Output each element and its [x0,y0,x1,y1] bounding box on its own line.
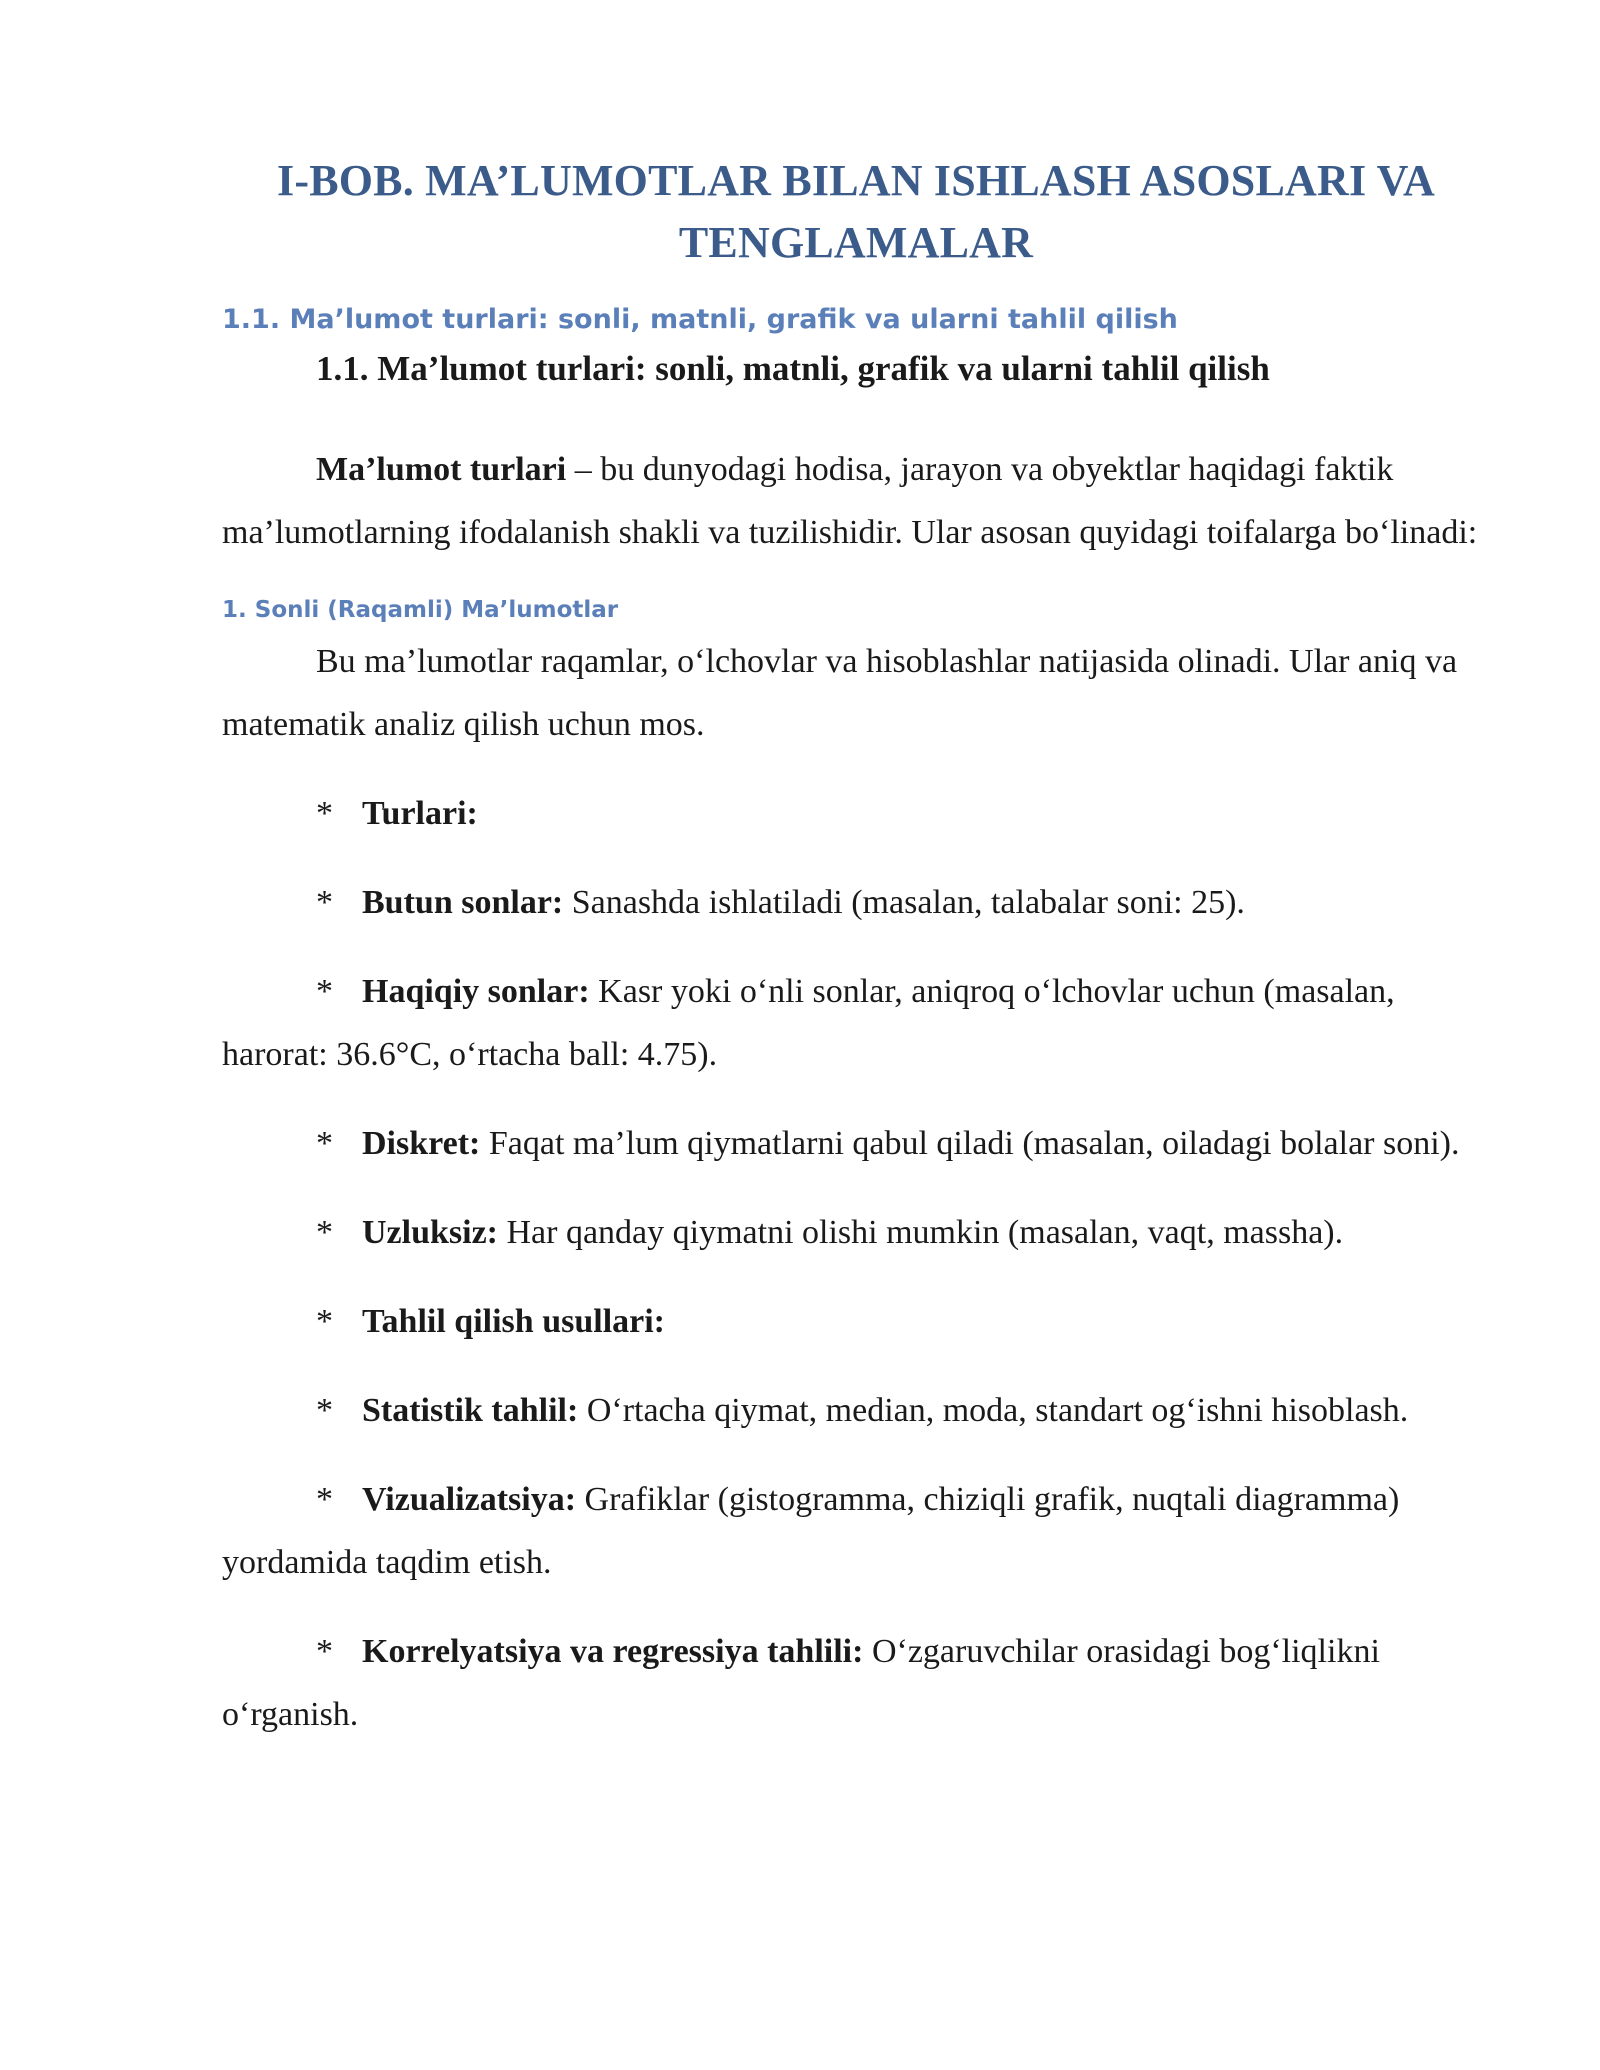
list-item [222,871,1490,934]
bullet-marker: * [316,973,333,1010]
list-item-term: Korrelyatsiya va regressiya tahlili: [362,1633,864,1670]
subsection-paragraph: Bu ma’lumotlar raqamlar, o‘lchovlar va hisoblashlar natijasida olinadi. Ular aniq va matematik analiz qilish uchun mos. [222,643,1458,743]
subsection-heading: 1. Sonli (Raqamli) Ma’lumotlar [222,597,619,623]
list-item-text: Faqat ma’lum qiymatlarni qabul qiladi (masalan, oiladagi bolalar soni). [480,1125,1460,1162]
chapter-title [222,150,1490,274]
intro-text: – bu dunyodagi hodisa, jarayon va obyektlar haqidagi faktik ma’lumotlarning ifodalanish shakli va tuzilishidir. Ular asosan quyidagi toifalarga bo‘linadi: [222,451,1478,551]
list-item [222,960,1490,1086]
bullet-marker: * [316,1633,333,1670]
bullet-marker: * [316,1303,333,1340]
section-subtitle: 1.1. Ma’lumot turlari: sonli, matnli, grafik va ularni tahlil qilish [316,349,1270,388]
intro-paragraph [222,438,1490,564]
bullet-list [222,782,1490,1746]
list-item-text: Sanashda ishlatiladi (masalan, talabalar soni: 25). [563,884,1245,921]
section-heading: 1.1. Ma’lumot turlari: sonli, matnli, grafik va ularni tahlil qilish [222,304,1178,335]
list-item [222,1468,1490,1594]
document-page [222,150,1490,1746]
list-item [222,782,1490,845]
list-item [222,1620,1490,1746]
bullet-marker: * [316,1214,333,1251]
list-item [222,1201,1490,1264]
chapter-title-line1: I-BOB. MA’LUMOTLAR BILAN ISHLASH ASOSLARI VA [277,156,1435,205]
list-item-text: Har qanday qiymatni olishi mumkin (masalan, vaqt, massha). [498,1214,1344,1251]
list-item-term: Butun sonlar: [362,884,564,921]
list-item-term: Statistik tahlil: [362,1392,579,1429]
bullet-marker: * [316,795,333,832]
bullet-marker: * [316,1481,333,1518]
list-item-text: O‘zgaruvchilar orasidagi bog‘liqlikni o‘rganish. [222,1633,1380,1733]
list-item-term: Uzluksiz: [362,1214,498,1251]
bullet-marker: * [316,1125,333,1162]
list-item-term: Haqiqiy sonlar: [362,973,590,1010]
list-item [222,1379,1490,1442]
intro-bold-term: Ma’lumot turlari [316,451,567,488]
list-item-text: O‘rtacha qiymat, median, moda, standart og‘ishni hisoblash. [578,1392,1409,1429]
list-item [222,1290,1490,1353]
chapter-title-line2: TENGLAMALAR [678,218,1034,267]
list-item [222,1112,1490,1175]
list-item-term: Vizualizatsiya: [362,1481,577,1518]
list-item-text: Kasr yoki o‘nli sonlar, aniqroq o‘lchovlar uchun (masalan, harorat: 36.6°C, o‘rtacha ball: 4.75). [222,973,1395,1073]
list-item-term: Tahlil qilish usullari: [362,1303,665,1340]
list-item-text: Grafiklar (gistogramma, chiziqli grafik, nuqtali diagramma) yordamida taqdim etish. [222,1481,1400,1581]
bullet-marker: * [316,1392,333,1429]
list-item-term: Turlari: [362,795,478,832]
list-item-term: Diskret: [362,1125,481,1162]
bullet-marker: * [316,884,333,921]
